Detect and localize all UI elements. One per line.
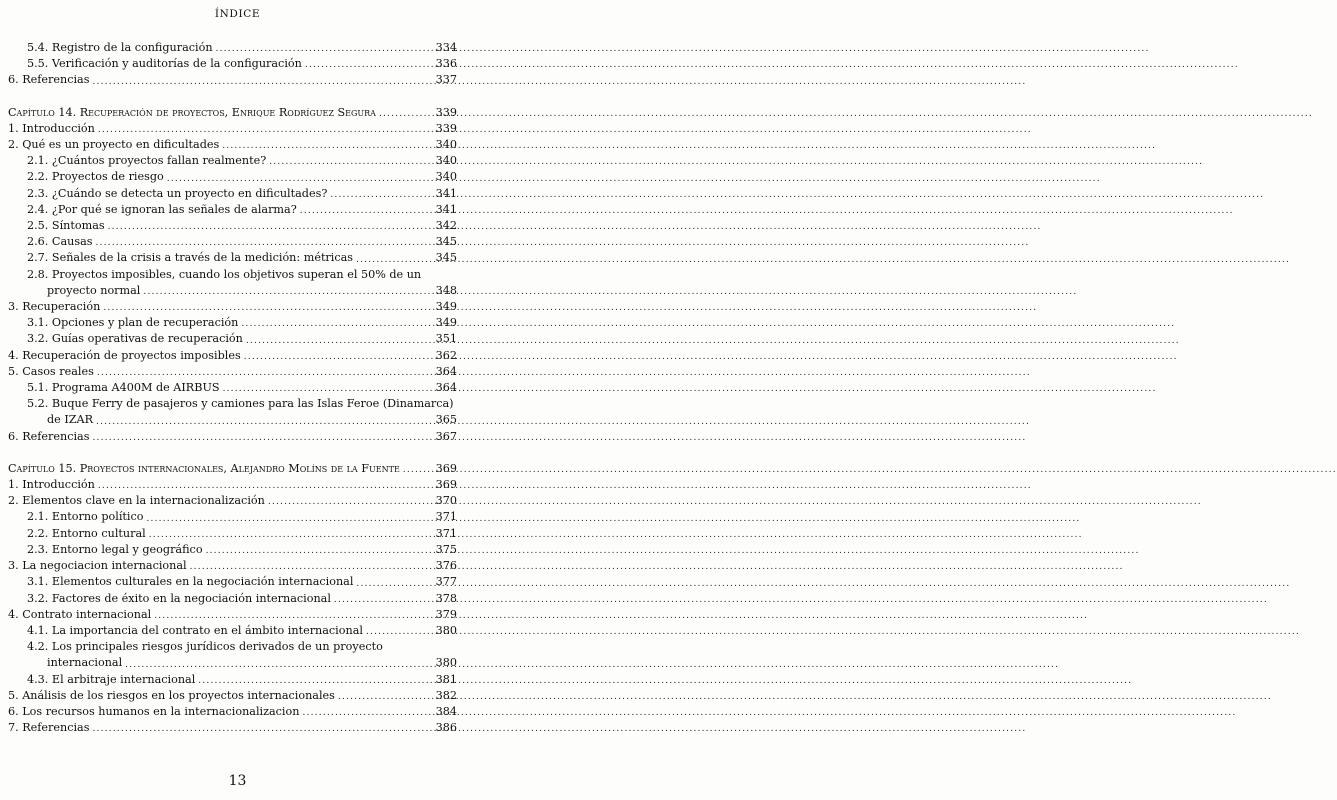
toc-page-number: 370 [435,494,457,508]
toc-page-number: 379 [435,607,457,621]
toc-page-number: 380 [435,656,457,670]
dot-leader [149,527,430,539]
dot-leader [244,349,430,361]
dot-leader [143,284,430,296]
dot-leader [198,673,430,685]
toc-page-number: 348 [435,283,457,297]
dot-leader [379,106,430,118]
toc-page-number: 364 [435,364,457,378]
dot-leader [222,138,430,150]
toc-entry [0,56,475,72]
toc-chapter-heading [0,105,475,121]
toc-entry-text: internacional [47,656,123,670]
toc-entry-text: 2.6. Causas [27,235,93,249]
dot-leader [356,576,430,588]
toc-entry-text: 4.3. El arbitraje internacional [27,672,196,686]
dot-leader [268,494,430,506]
toc-entry [0,72,475,88]
toc-entry-text: 3.1. Elementos culturales en la negociación internacional [27,575,354,589]
toc-entry [0,283,475,299]
dot-leader [330,187,430,199]
toc-page-number: 378 [435,591,457,605]
toc-entry-text: 2.3. ¿Cuándo se detecta un proyecto en dificultades? [27,186,328,200]
dot-leader [269,154,430,166]
toc-entry-text: 2.4. ¿Por qué se ignoran las señales de alarma? [27,202,297,216]
toc-page-number: 341 [435,202,457,216]
toc-entry-text: 2.2. Proyectos de riesgo [27,170,164,184]
dot-leader [98,478,430,490]
dot-leader [366,624,430,636]
toc-entry-text: 2.7. Señales de la crisis a través de la medición: métricas [27,251,354,265]
dot-leader [206,543,430,555]
toc-entry-text: 3.1. Opciones y plan de recuperación [27,316,239,330]
toc-page-number: 362 [435,348,457,362]
toc-entry-text: 5. Análisis de los riesgos en los proyectos internacionales [8,688,335,702]
dot-leader [97,365,430,377]
toc-entry [0,169,475,185]
page-number: 13 [228,773,247,789]
toc-entry-text: proyecto normal [47,283,141,297]
table-of-contents [0,40,475,736]
dot-leader [403,462,430,474]
toc-page-number: 384 [435,704,457,718]
dot-leader [241,316,430,328]
dot-leader [246,333,430,345]
toc-entry [0,542,475,558]
toc-entry [0,250,475,266]
toc-page-number: 367 [435,429,457,443]
toc-entry [0,299,475,315]
toc-entry [0,526,475,542]
toc-entry-text: 2.5. Síntomas [27,219,105,233]
toc-page-number: 375 [435,542,457,556]
toc-entry-text: 3. La negociacion internacional [8,559,187,573]
dot-leader [96,235,431,247]
toc-entry [0,121,475,137]
toc-entry-text: 5. Casos reales [8,364,94,378]
toc-page-number: 340 [435,138,457,152]
toc-entry [0,153,475,169]
toc-page-number: 349 [435,316,457,330]
toc-page-number: 369 [435,478,457,492]
dot-leader [216,41,430,53]
toc-entry-text: 2.3. Entorno legal y geográfico [27,542,203,556]
dot-leader [108,219,430,231]
toc-entry [0,364,475,380]
toc-page-number: 341 [435,186,457,200]
toc-entry [0,477,475,493]
toc-entry [0,655,475,671]
toc-page-number: 342 [435,219,457,233]
toc-entry-text: 2. Qué es un proyecto en dificultades [8,138,220,152]
toc-entry-text: 6. Referencias [8,429,90,443]
dot-leader [92,430,430,442]
toc-page-number: 351 [435,332,457,346]
toc-page-number: 377 [435,575,457,589]
toc-page-number: 340 [435,170,457,184]
toc-page-number: 337 [435,73,457,87]
dot-leader [125,657,430,669]
toc-entry [0,218,475,234]
toc-entry [0,234,475,250]
dot-leader [98,122,430,134]
toc-entry [0,348,475,364]
toc-entry [0,493,475,509]
toc-page-number: 349 [435,300,457,314]
dot-leader [338,689,430,701]
toc-entry-text: 3.2. Guías operativas de recuperación [27,332,243,346]
dot-leader [305,57,430,69]
toc-entry [0,623,475,639]
toc-entry-text: 1. Introducción [8,121,95,135]
toc-page-number: 365 [435,413,457,427]
toc-entry-text: 5.1. Programa A400M de AIRBUS [27,381,220,395]
toc-entry [0,704,475,720]
toc-entry [0,688,475,704]
toc-entry [0,315,475,331]
toc-page-number: 334 [435,41,457,54]
toc-page-number: 336 [435,57,457,71]
toc-entry [0,380,475,396]
toc-entry-text: 2.2. Entorno cultural [27,526,146,540]
toc-entry [0,331,475,347]
dot-leader [92,74,430,86]
toc-page-number: 380 [435,623,457,637]
dot-leader [92,721,430,733]
toc-page-number: 381 [435,672,457,686]
toc-entry [0,607,475,623]
dot-leader [356,252,430,264]
toc-entry [0,40,475,56]
toc-page-number: 371 [435,510,457,524]
toc-entry-text: 1. Introducción [8,478,95,492]
toc-page-number: 345 [435,251,457,265]
toc-entry-text: 5.5. Verificación y auditorías de la configuración [27,57,302,71]
dot-leader [154,608,430,620]
toc-page-number: 339 [435,105,457,119]
toc-entry [0,412,475,428]
toc-entry-text: 6. Los recursos humanos en la internacionalizacion [8,704,300,718]
toc-entry-text: Capítulo 15. Proyectos internacionales, Alejandro Molíns de la Fuente [8,461,400,475]
toc-entry [0,509,475,525]
toc-page-number: 340 [435,154,457,168]
toc-entry-text: 7. Referencias [8,721,90,735]
toc-entry-text: 5.4. Registro de la configuración [27,41,213,54]
toc-entry-text: 4.1. La importancia del contrato en el ámbito internacional [27,623,363,637]
toc-entry-text: 6. Referencias [8,73,90,87]
toc-entry-text: 3. Recuperación [8,300,101,314]
running-header: ÍNDICE [214,8,261,20]
toc-entry-text: 2.1. ¿Cuántos proyectos fallan realmente? [27,154,267,168]
toc-entry [0,558,475,574]
section-gap [0,89,475,105]
toc-entry-text: de IZAR [47,413,94,427]
dot-leader [334,592,430,604]
toc-entry [0,720,475,736]
dot-leader [223,381,430,393]
toc-entry-line: 5.2. Buque Ferry de pasajeros y camiones para las Islas Feroe (Dinamarca) [27,397,454,411]
toc-entry-text: 4. Contrato internacional [8,607,152,621]
toc-entry [0,202,475,218]
toc-page-number: 339 [435,121,457,135]
toc-page-number: 345 [435,235,457,249]
dot-leader [302,705,430,717]
toc-entry [0,591,475,607]
toc-entry [0,672,475,688]
toc-entry-line: 4.2. Los principales riesgos jurídicos derivados de un proyecto [27,640,383,654]
toc-page-number: 369 [435,461,457,475]
toc-page-number: 376 [435,559,457,573]
toc-page-number: 386 [435,721,457,735]
toc-entry-text: 2. Elementos clave en la internacionalización [8,494,265,508]
toc-page-number: 371 [435,526,457,540]
toc-entry [0,429,475,445]
dot-leader [146,511,430,523]
section-gap [0,445,475,461]
dot-leader [300,203,430,215]
toc-page-number: 382 [435,688,457,702]
toc-entry [0,574,475,590]
toc-chapter-heading [0,461,475,477]
dot-leader [190,559,430,571]
toc-entry-text: 4. Recuperación de proyectos imposibles [8,348,241,362]
dot-leader [96,414,430,426]
toc-entry [0,137,475,153]
toc-entry-line: 2.8. Proyectos imposibles, cuando los objetivos superan el 50% de un [27,267,422,281]
toc-page-number: 364 [435,381,457,395]
toc-entry [0,186,475,202]
toc-entry-text: 2.1. Entorno político [27,510,144,524]
dot-leader [167,171,430,183]
dot-leader [103,300,430,312]
toc-entry-text: 3.2. Factores de éxito en la negociación internacional [27,591,331,605]
toc-entry-text: Capítulo 14. Recuperación de proyectos, Enrique Rodríguez Segura [8,105,376,119]
